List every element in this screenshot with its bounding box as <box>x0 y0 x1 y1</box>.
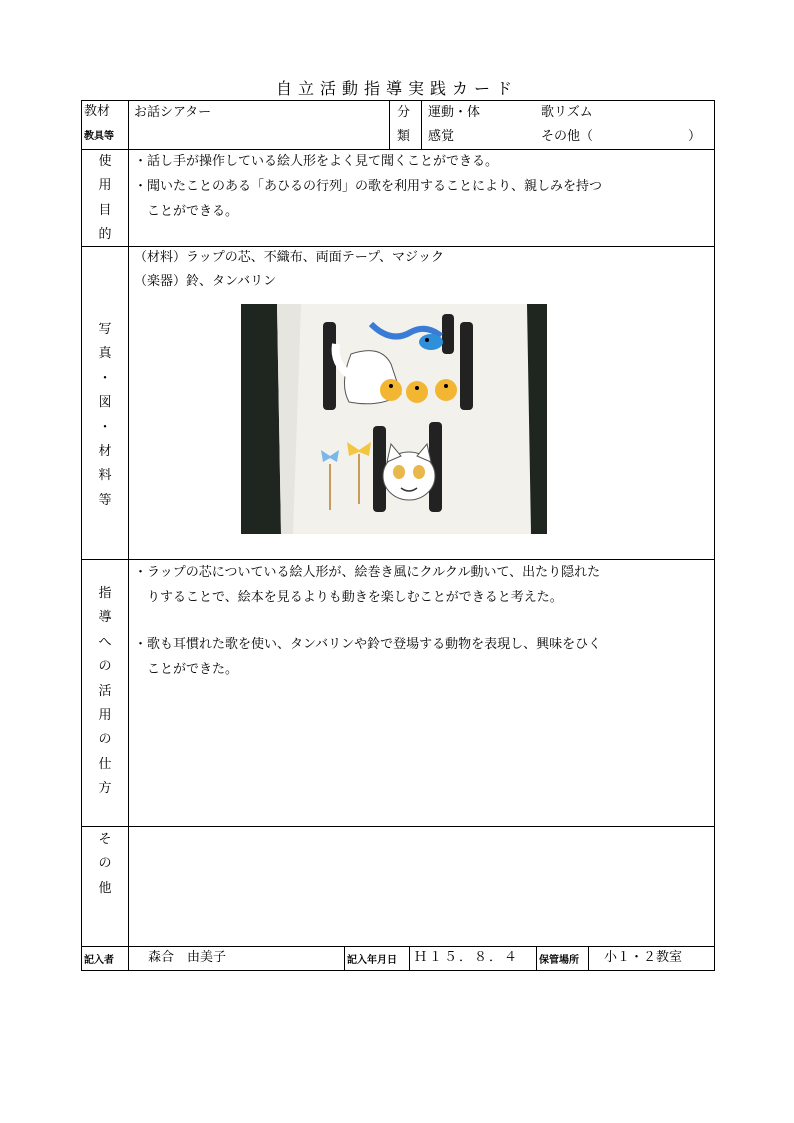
category-rhythm: 歌リズム <box>541 105 593 120</box>
usage-label: 指 導 へ の 活 用 の 仕 方 <box>98 586 112 797</box>
materials-label: 写 真 ・ 図 ・ 材 料 等 <box>98 322 112 508</box>
material-value: お話シアター <box>134 105 212 120</box>
place-value: 小１・２教室 <box>604 950 683 965</box>
place-label: 保管場所 <box>539 955 579 966</box>
author-label: 記入者 <box>84 955 114 966</box>
purpose-text: ・話し手が操作している絵人形をよく見て聞くことができる。 ・聞いたことのある「あひるの行列」の歌を利用することにより、親しみを持つ ことができる。 <box>134 154 603 219</box>
purpose-label: 使 用 目 的 <box>98 154 112 243</box>
other-content <box>130 828 713 944</box>
other-label: そ の 他 <box>98 832 112 896</box>
page-title: 自立活動指導実践カード <box>275 79 518 98</box>
category-motor: 運動・体 <box>428 105 481 120</box>
category-sense: 感覚 <box>428 129 455 144</box>
category-label-2: 類 <box>397 129 411 144</box>
usage-text-1: ・ラップの芯についている絵人形が、絵巻き風にクルクル動いて、出たり隠れた りすることで、絵本を見るよりも動きを楽しむことができると考えた。 <box>134 565 601 605</box>
date-label: 記入年月日 <box>347 955 397 966</box>
category-other-close: ） <box>688 129 702 144</box>
author-value: 森合 由美子 <box>148 950 227 965</box>
material-photo <box>241 304 547 534</box>
category-label-1: 分 <box>397 105 411 120</box>
category-other: その他（ <box>541 129 594 144</box>
materials-line-2: （楽器）鈴、タンバリン <box>134 274 277 289</box>
usage-text-2: ・歌も耳慣れた歌を使い、タンバリンや鈴で登場する動物を表現し、興味をひく ことができた。 <box>134 637 602 677</box>
material-label: 教材 <box>84 104 111 119</box>
date-value: Ｈ１５．８．４ <box>414 950 520 965</box>
material-sublabel: 教具等 <box>84 131 114 142</box>
materials-line-1: （材料）ラップの芯、不織布、両面テープ、マジック <box>134 250 445 265</box>
